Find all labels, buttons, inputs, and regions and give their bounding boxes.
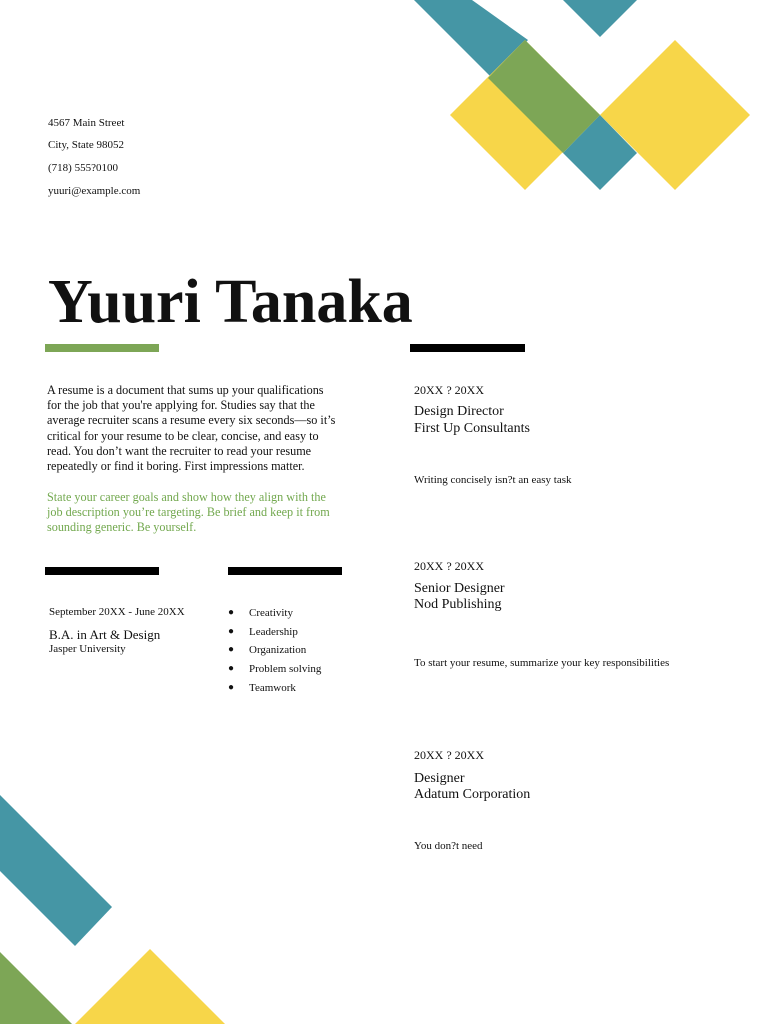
job-dates: 20XX ? 20XX [414, 748, 484, 762]
skills-header-bar [228, 567, 342, 575]
skill-label: Creativity [249, 607, 293, 619]
education-header-bar [45, 567, 159, 575]
list-item [228, 679, 297, 698]
yellow-triangle-bottom [75, 949, 225, 1024]
skill-label: Problem solving [249, 663, 322, 676]
job-company: First Up Consultants [414, 421, 530, 436]
bullet-icon: ● [228, 681, 235, 693]
bullet-icon: ● [228, 644, 235, 656]
skill-label: Leadership [249, 625, 298, 638]
job-description: To start your resume, summarize your key responsibilities [414, 657, 670, 669]
skill-label: Teamwork [249, 681, 296, 694]
name-underline-bar [45, 344, 159, 352]
contact-email: yuuri@example.com [48, 185, 141, 197]
skills-list [228, 604, 323, 697]
job-title: Designer [414, 771, 465, 786]
teal-triangle-top [563, 0, 637, 37]
contact-city: City, State 98052 [48, 139, 124, 151]
skill-label: Organization [249, 644, 307, 657]
career-goals: State your career goals and show how they align with the job description you’re targeting. Be brief and keep it from sounding generic. Be yourself. [47, 490, 330, 535]
contact-address: 4567 Main Street [48, 117, 125, 129]
job-dates: 20XX ? 20XX [414, 383, 484, 397]
list-item [228, 604, 294, 623]
green-triangle-bottom [0, 952, 72, 1024]
job-company: Adatum Corporation [414, 787, 531, 802]
education-school: Jasper University [49, 643, 126, 655]
list-item [228, 623, 299, 642]
job-dates: 20XX ? 20XX [414, 559, 484, 573]
contact-phone: (718) 555?0100 [48, 162, 118, 174]
list-item [228, 660, 323, 679]
candidate-name: Yuuri Tanaka [48, 268, 413, 336]
teal-stripe-bottom [0, 795, 112, 946]
education-dates: September 20XX - June 20XX [49, 606, 185, 618]
job-description: You don?t need [414, 840, 483, 852]
job-title: Senior Designer [414, 581, 505, 596]
job-company: Nod Publishing [414, 597, 502, 612]
bullet-icon: ● [228, 607, 235, 618]
bullet-icon: ● [228, 625, 235, 637]
experience-header-bar [410, 344, 525, 352]
job-title: Design Director [414, 404, 504, 419]
education-degree: B.A. in Art & Design [49, 627, 161, 642]
bullet-icon: ● [228, 663, 235, 675]
list-item [228, 641, 306, 660]
job-description: Writing concisely isn?t an easy task [414, 474, 572, 486]
profile-summary: A resume is a document that sums up your qualifications for the job that you're applying for. Studies say that the average recruiter scans a resume every six seconds—so it’s critical for your resume to be clear, concise, and easy to read. You don’t want the recruiter to read your resume repeatedly or find it boring. First impressions matter. [47, 383, 336, 474]
